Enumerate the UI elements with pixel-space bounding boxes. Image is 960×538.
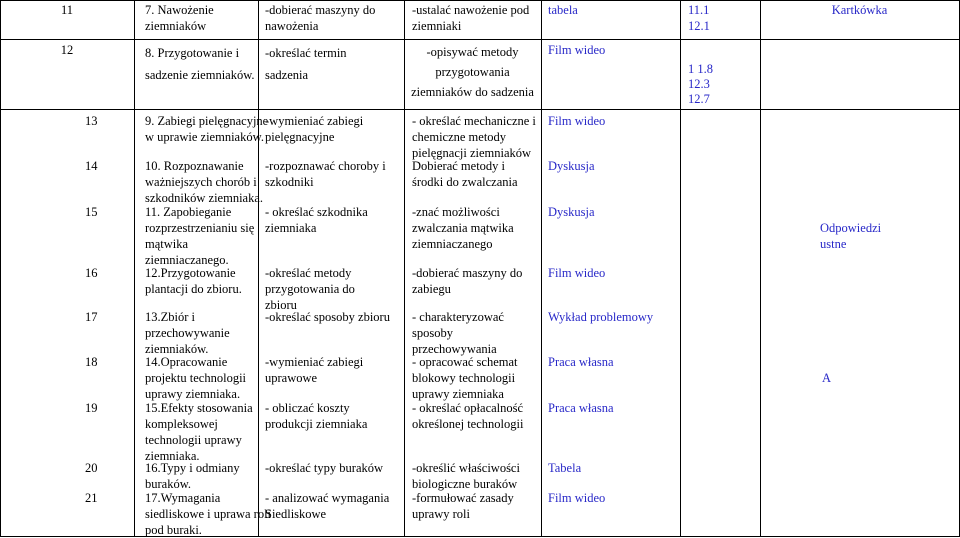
goal2-cell: -ustalać nawożenie pod ziemniaki: [412, 3, 530, 33]
topic-cell: 9. Zabiegi pielęgnacyjne w uprawie ziemniaków.: [145, 114, 269, 144]
method-cell: Dyskusja: [548, 159, 595, 173]
goal1-cell: - analizować wymagania Siedliskowe: [265, 491, 390, 521]
topic-cell: 16.Typy i odmiany buraków.: [145, 461, 240, 491]
lp-cell: 18: [85, 355, 98, 369]
ref-cell: 1 1.8 12.3 12.7: [688, 62, 713, 106]
topic-cell: 15.Efekty stosowania kompleksowej technologii uprawy ziemniaka.: [145, 401, 253, 463]
lp-cell: 15: [85, 205, 98, 219]
goal2-cell: Dobierać metody i środki do zwalczania: [412, 159, 518, 189]
lp-cell: 11: [60, 3, 74, 17]
method-cell: Film wideo: [548, 43, 606, 57]
goal1-cell: -określać sposoby zbioru: [265, 310, 390, 324]
goal1-cell: - określać szkodnika ziemniaka: [265, 205, 368, 235]
goal2-cell: -opisywać metody przygotowania ziemniaków do sadzenia: [411, 45, 534, 99]
goal1-cell: - obliczać koszty produkcji ziemniaka: [265, 401, 368, 431]
method-cell: Film wideo: [548, 114, 606, 128]
topic-cell: 10. Rozpoznawanie ważniejszych chorób i szkodników ziemniaka.: [145, 159, 264, 205]
topic-cell: 13.Zbiór i przechowywanie ziemniaków.: [145, 310, 230, 356]
goal1-cell: -określać metody przygotowania do zbioru: [265, 266, 355, 312]
lp-cell: 20: [85, 461, 98, 475]
eval-cell: Kartkówka: [831, 3, 888, 17]
lp-cell: 13: [85, 114, 98, 128]
lp-cell: 21: [85, 491, 98, 505]
lp-cell: 14: [85, 159, 98, 173]
goal2-cell: -znać możliwości zwalczania mątwika ziemniaczanego: [412, 205, 514, 251]
goal2-cell: - charakteryzować sposoby przechowywania: [412, 310, 504, 356]
goal2-cell: -dobierać maszyny do zabiegu: [412, 266, 523, 296]
method-cell: Tabela: [548, 461, 582, 475]
lp-cell: 16: [85, 266, 98, 280]
topic-cell: 14.Opracowanie projektu technologii uprawy ziemniaka.: [145, 355, 247, 401]
topic-cell: 17.Wymagania siedliskowe i uprawa roli pod buraki.: [145, 491, 272, 537]
method-cell: Praca własna: [548, 355, 614, 369]
eval-cell: A: [822, 371, 832, 385]
goal1-cell: -dobierać maszyny do nawożenia: [265, 3, 376, 33]
method-cell: Dyskusja: [548, 205, 595, 219]
method-cell: Praca własna: [548, 401, 614, 415]
goal2-cell: -określić właściwości biologiczne buraków: [412, 461, 520, 491]
goal1-cell: -rozpoznawać choroby i szkodniki: [265, 159, 386, 189]
lp-cell: 19: [85, 401, 98, 415]
method-cell: tabela: [548, 3, 578, 17]
goal2-cell: - określać opłacalność określonej technologii: [412, 401, 524, 431]
goal2-cell: - określać mechaniczne i chemiczne metody pielęgnacji ziemniaków: [412, 114, 536, 160]
goal1-cell: -określać termin sadzenia: [265, 46, 347, 82]
topic-cell: 12.Przygotowanie plantacji do zbioru.: [145, 266, 242, 296]
lp-cell: 12: [60, 43, 74, 57]
method-cell: Wykład problemowy: [548, 310, 654, 324]
ref-cell: 11.1 12.1: [688, 3, 710, 33]
goal1-cell: -wymieniać zabiegi uprawowe: [265, 355, 364, 385]
topic-cell: 8. Przygotowanie i sadzenie ziemniaków.: [145, 46, 255, 82]
eval-cell: Odpowiedzi ustne: [820, 221, 882, 251]
lp-cell: 17: [85, 310, 98, 324]
goal2-cell: -formułować zasady uprawy roli: [412, 491, 514, 521]
topic-cell: 7. Nawożenie ziemniaków: [145, 3, 214, 33]
method-cell: Film wideo: [548, 491, 606, 505]
method-cell: Film wideo: [548, 266, 606, 280]
topic-cell: 11. Zapobieganie rozprzestrzenianiu się mątwika ziemniaczanego.: [145, 205, 255, 267]
goal1-cell: -wymieniać zabiegi pielęgnacyjne: [265, 114, 364, 144]
goal1-cell: -określać typy buraków: [265, 461, 384, 475]
goal2-cell: - opracować schemat blokowy technologii uprawy ziemniaka: [412, 355, 518, 401]
